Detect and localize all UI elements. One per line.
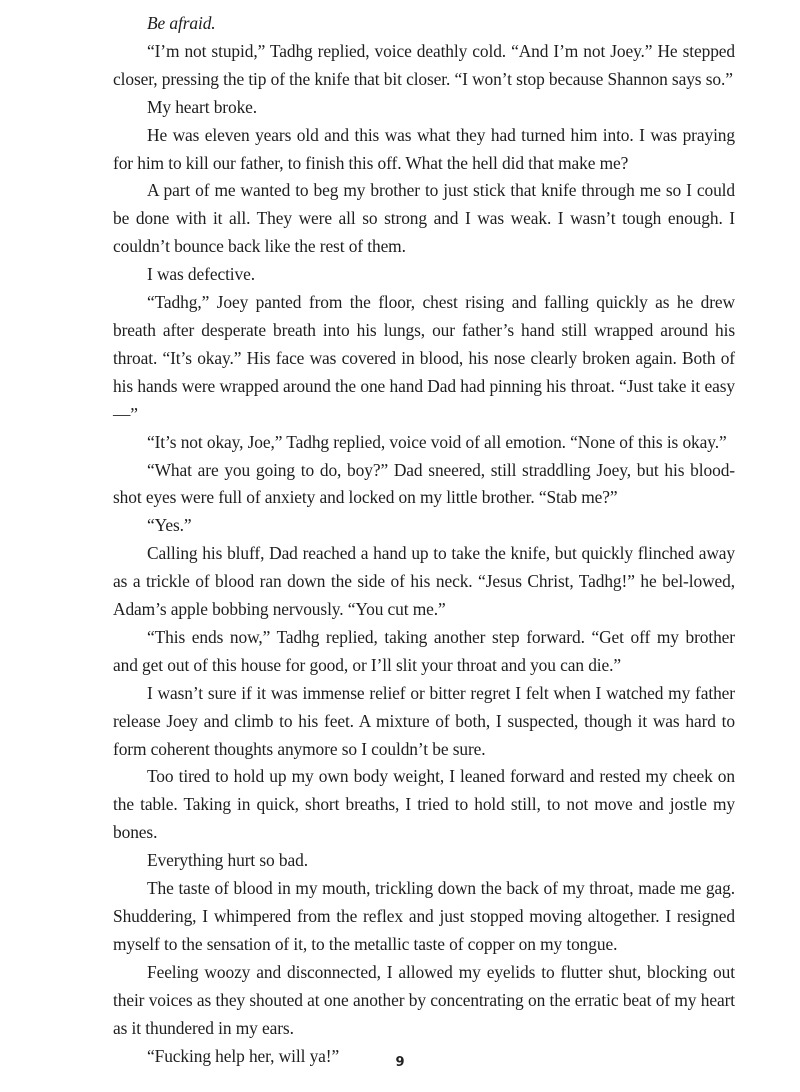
paragraph: “What are you going to do, boy?” Dad sneered, still straddling Joey, but his blood-shot eyes were full of anxiety and locked on my little brother. “Stab me?” [113,459,735,508]
paragraph: “Fucking help her, will ya!” [147,1045,340,1066]
paragraph: “It’s not okay, Joe,” Tadhg replied, voice void of all emotion. “None of this is okay.” [147,431,727,452]
paragraph: My heart broke. [147,96,258,117]
paragraph: “Yes.” [147,515,192,536]
page-body [113,10,735,1070]
page-number: 9 [395,1055,405,1070]
paragraph: Be afraid. [147,13,216,33]
paragraph: He was eleven years old and this was what they had turned him into. I was praying for him to kill our father, to finish this off. What the hell did that make me? [113,124,735,173]
paragraph: Feeling woozy and disconnected, I allowed my eyelids to flutter shut, blocking out their voices as they shouted at one another by concentrating on the erratic beat of my heart as it thundered in my ears. [113,961,735,1038]
paragraph: I wasn’t sure if it was immense relief or bitter regret I felt when I watched my father release Joey and climb to his feet. A mixture of both, I suspected, though it was hard to form coherent thoughts anymore so I couldn’t be sure. [113,682,735,759]
paragraph: A part of me wanted to beg my brother to just stick that knife through me so I could be done with it all. They were all so strong and I was weak. I wasn’t tough enough. I couldn’t bounce back like the rest of them. [113,180,735,257]
paragraph: “I’m not stupid,” Tadhg replied, voice deathly cold. “And I’m not Joey.” He stepped closer, pressing the tip of the knife that bit closer. “I won’t stop because Shannon says so.” [113,40,735,89]
paragraph: Everything hurt so bad. [147,850,308,871]
paragraph: Calling his bluff, Dad reached a hand up to take the knife, but quickly flinched away as a trickle of blood ran down the side of his neck. “Jesus Christ, Tadhg!” he bel-lowed, Adam’s apple bobbing nervously. “You cut me.” [113,543,735,620]
paragraph: I was defective. [147,264,256,285]
paragraph: “This ends now,” Tadhg replied, taking another step forward. “Get off my brother and get out of this house for good, or I’ll slit your throat and you can die.” [113,626,735,675]
paragraph: The taste of blood in my mouth, trickling down the back of my throat, made me gag. Shuddering, I whimpered from the reflex and just stopped moving altogether. I resigned myself to the sensation of it, to the metallic taste of copper on my tongue. [113,878,735,954]
paragraph: “Tadhg,” Joey panted from the floor, chest rising and falling quickly as he drew breath after desperate breath into his lungs, our father’s hand still wrapped around his throat. “It’s okay.” His face was covered in blood, his nose clearly broken again. Both of his hands were wrapped around the one hand Dad had pinning his throat. “Just take it easy—” [113,292,735,424]
paragraph: Too tired to hold up my own body weight, I leaned forward and rested my cheek on the table. Taking in quick, short breaths, I tried to hold still, to not move and jostle my bones. [113,766,735,843]
